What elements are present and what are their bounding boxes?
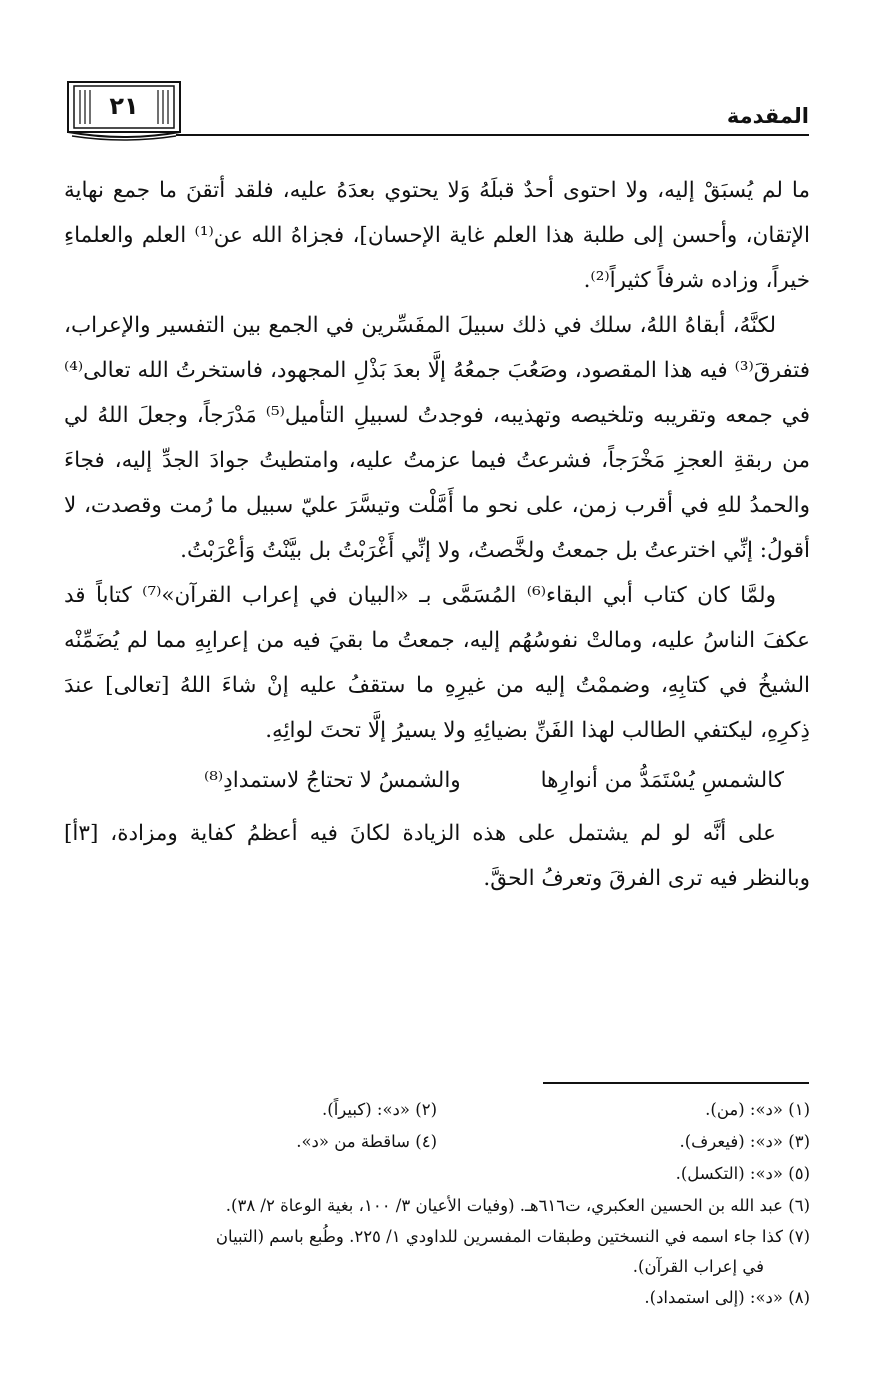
footnote-row (64, 1190, 810, 1222)
footnotes (64, 1094, 810, 1314)
footnote-row (64, 1126, 810, 1158)
footnote-3: (٣) «د»: (فيعرف). (679, 1132, 810, 1151)
footnote-6: (٦) عبد الله بن الحسين العكبري، ت٦١٦هـ. (وفيات الأعيان ٣/ ١٠٠، بغية الوعاة ٢/ ٣٨). (225, 1196, 810, 1215)
page-number-badge (64, 80, 184, 140)
paragraph-2: لكنَّهُ، أبقاهُ اللهُ، سلك في ذلك سبيلَ المفَسِّرين في الجمع بين التفسير والإعراب، فتفرقَ⁽³⁾ فيه هذا المقصود، وصَعُبَ جمعُهُ إلَّا بعدَ بَذْلِ المجهود، فاستخرتُ الله تعالى⁽⁴⁾ في جمعه وتقريبه وتلخيصه وتهذيبه، فوجدتُ لسبيلِ التأميل⁽⁵⁾ مَدْرَجاً، وجعلَ اللهُ لي من ربقةِ العجزِ مَخْرَجاً، فشرعتُ فيما عزمتُ عليه، وامتطيتُ جوادَ الجدِّ إليه، فجاءَ والحمدُ للهِ في أقرب زمن، على نحو ما أَمَّلْت وتيسَّرَ عليّ سبيل ما رُمت وقصدت، لا أقولُ: إنِّي اخترعتُ بل جمعتُ ولخَّصتُ، ولا إنِّي أَغْرَبْتُ بل بيَّنْتُ وَأعْرَبْتُ. (64, 313, 810, 563)
footnote-row (64, 1094, 810, 1126)
footnote-row (64, 1282, 810, 1314)
footnote-8: (٨) «د»: (إلى استمداد). (644, 1288, 810, 1307)
footnote-1: (١) «د»: (من). (705, 1100, 810, 1119)
chapter-title: المقدمة (726, 104, 809, 128)
footnote-row (64, 1252, 810, 1282)
main-text (64, 168, 810, 901)
paragraph-3: ولمَّا كان كتاب أبي البقاء⁽⁶⁾ المُسَمَّى بـ «البيان في إعراب القرآن»⁽⁷⁾ كتاباً قد عكفَ الناسُ عليه، ومالتْ نفوسُهُم إليه، جمعتُ ما بقيَ فيه من إعرابِهِ مما لم يُضَمِّنْه الشيخُ في كتابِهِ، وضممْتُ إليه من غيرِهِ ما ستقفُ عليه إنْ شاءَ اللهُ [تعالى] عندَ ذِكرِهِ، ليكتفي الطالب لهذا الفَنِّ بضيائِهِ ولا يسيرُ إلَّا تحتَ لوائِهِ. (64, 583, 810, 743)
verse-first-hemistich: كالشمسِ يُسْتَمَدُّ من أنوارِها (540, 768, 784, 793)
footnote-4: (٤) ساقطة من «د». (296, 1132, 437, 1151)
footnote-row (64, 1222, 810, 1252)
header-rule (176, 134, 809, 136)
paragraph-1: ما لم يُسبَقْ إليه، ولا احتوى أحدٌ قبلَهُ وَلا يحتوي بعدَهُ عليه، فلقد أتقنَ ما جمع نهاية الإتقان، وأحسن إلى طلبة هذا العلم غاية الإحسان]، فجزاهُ الله عن⁽¹⁾ العلم والعلماءِ خيراً، وزاده شرفاً كثيراً⁽²⁾. (64, 178, 810, 293)
poetry-verse (64, 755, 810, 807)
footnote-7: (٧) كذا جاء اسمه في النسختين وطبقات المفسرين للداودي ١/ ٢٢٥. وطُبع باسم (التبيان (215, 1227, 810, 1246)
verse-second-hemistich: والشمسُ لا تحتاجُ لاستمدادِ⁽⁸⁾ (204, 768, 461, 793)
footnote-2: (٢) «د»: (كبيراً). (322, 1100, 437, 1119)
paragraph-4: على أنَّه لو لم يشتمل على هذه الزيادة لكانَ فيه أعظمُ كفاية ومزادة، [٣أ] وبالنظر فيه ترى الفرقَ وتعرفُ الحقَّ. (64, 821, 810, 891)
page-header (64, 78, 809, 144)
footnote-row (64, 1158, 810, 1190)
footnote-7-continued: في إعراب القرآن). (632, 1257, 764, 1276)
footnote-separator (543, 1082, 809, 1084)
page-number: ٢١ (109, 92, 139, 120)
footnote-5: (٥) «د»: (التكسل). (675, 1164, 810, 1183)
